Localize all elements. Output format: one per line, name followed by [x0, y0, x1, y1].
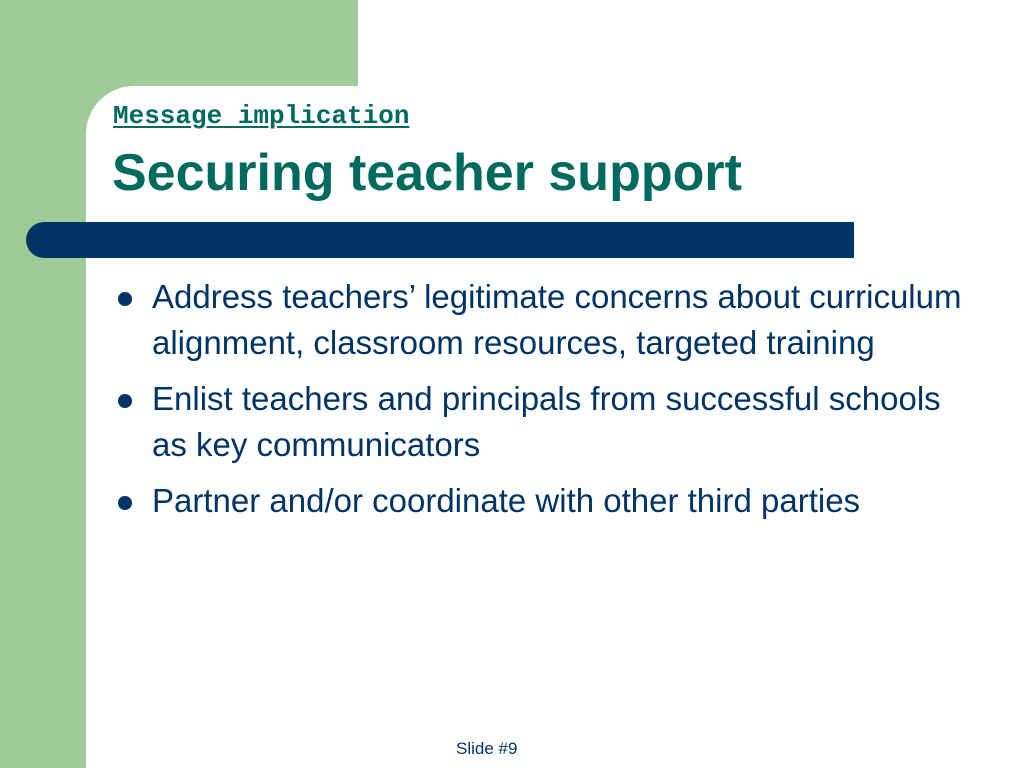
slide-subtitle: Message implication	[113, 101, 410, 131]
title-divider-bar	[26, 222, 854, 258]
bullet-dot-icon	[118, 292, 132, 306]
bullet-text: Enlist teachers and principals from successful schools as key communicators	[152, 380, 941, 463]
bullet-text: Address teachers’ legitimate concerns about curriculum alignment, classroom resources, targeted training	[152, 278, 962, 361]
slide-title: Securing teacher support	[112, 144, 742, 202]
bullet-dot-icon	[118, 394, 132, 408]
bullet-item	[116, 274, 976, 366]
slide-number: Slide #9	[456, 739, 518, 758]
bullet-text: Partner and/or coordinate with other third parties	[152, 482, 861, 519]
bullet-item	[116, 478, 976, 524]
bullet-list	[116, 274, 976, 534]
bullet-item	[116, 376, 976, 468]
bullet-dot-icon	[118, 496, 132, 510]
